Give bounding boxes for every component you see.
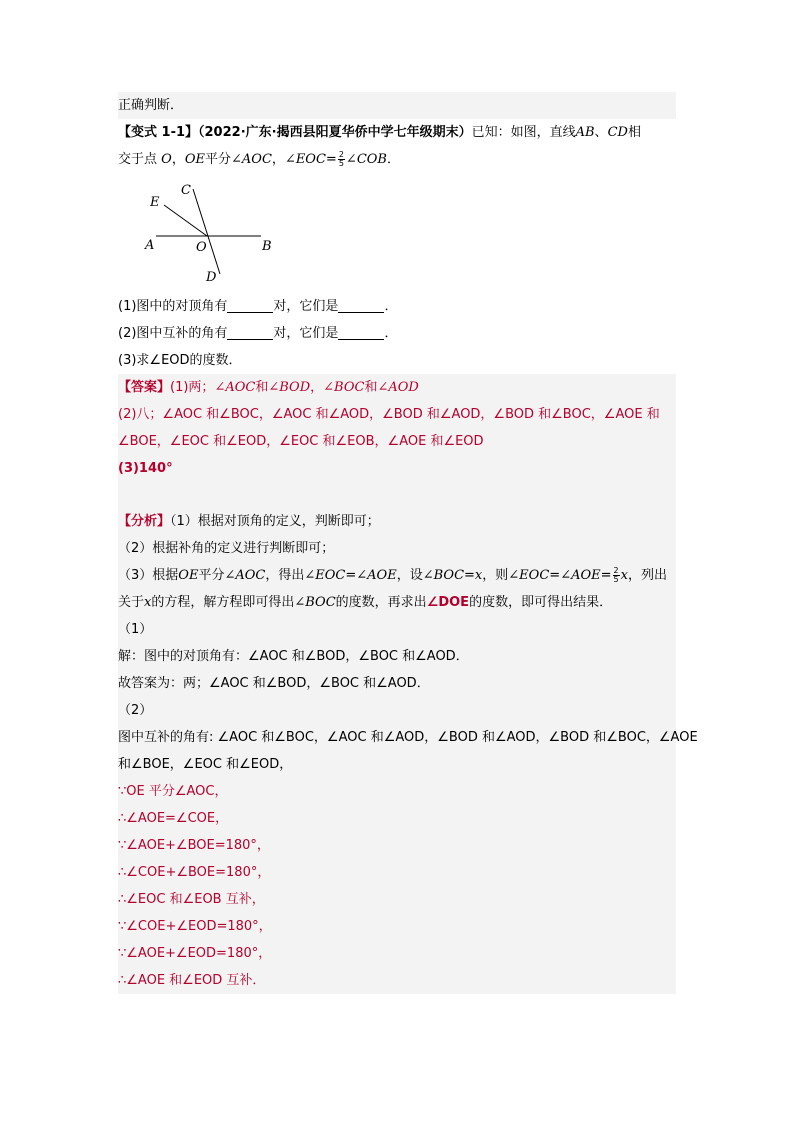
problem-source: （2022·广东·揭西县阳夏华侨中学七年级期末） — [198, 125, 472, 140]
solution-line: 故答案为：两；∠AOC 和∠BOD，∠BOC 和∠AOD． — [118, 676, 430, 691]
solution-line: ∵∠AOE+∠EOD=180°， — [118, 946, 272, 961]
solution-line: ∴∠EOC 和∠EOB 互补， — [118, 892, 265, 907]
analysis-line-1: 【分析】（1）根据对顶角的定义，判断即可； — [118, 514, 380, 529]
answer-blank — [227, 325, 273, 340]
answer-line-2: (2)八；∠AOC 和∠BOC，∠AOC 和∠AOD，∠BOD 和∠AOD，∠BOD 和∠BOC，∠AOE 和 — [118, 407, 660, 422]
question-1: (1)图中的对顶角有 对，它们是 ． — [118, 299, 398, 314]
problem-line-2: 交于点 O，OE平分∠AOC，∠EOC= $\frac{2}{5}$ ∠COB． — [118, 150, 400, 168]
answer-line-4: (3)140° — [118, 461, 173, 476]
label-c: C — [181, 183, 191, 198]
answer-line-3: ∠BOE，∠EOC 和∠EOD，∠EOC 和∠EOB，∠AOE 和∠EOD — [118, 434, 484, 449]
analysis-line-2: （2）根据补角的定义进行判断即可； — [118, 541, 335, 556]
ray-oe — [164, 205, 207, 236]
solution-line: ∴∠AOE 和∠EOD 互补． — [118, 973, 266, 988]
solution-line: ∴∠COE+∠BOE=180°， — [118, 865, 271, 880]
answer-blank — [338, 298, 384, 313]
fraction-two-fifths: $\frac{2}{5}$ — [338, 150, 344, 168]
label-b: B — [262, 239, 272, 254]
solution-line: ∵OE 平分∠AOC， — [118, 784, 228, 799]
analysis-block — [118, 508, 676, 616]
problem-line-1: 【变式 1-1】（2022·广东·揭西县阳夏华侨中学七年级期末）已知：如图，直线AB、CD相 — [118, 125, 641, 140]
label-e: E — [150, 195, 160, 210]
geometry-figure — [130, 177, 280, 287]
answer-block — [118, 374, 676, 508]
question-2: (2)图中互补的角有 对，它们是 ． — [118, 326, 398, 341]
solution-block — [118, 616, 698, 994]
solution-line: ∴∠AOE=∠COE， — [118, 811, 229, 826]
label-d: D — [206, 270, 217, 285]
label-o: O — [196, 240, 207, 255]
solution-line: （2） — [118, 703, 153, 718]
answer-blank — [227, 298, 273, 313]
document-page — [118, 92, 698, 994]
analysis-line-3: （3）根据OE平分∠AOC，得出∠EOC=∠AOE，设∠BOC=x，则∠EOC=∠AOE= $\frac{2}{5}$ x，列出 — [118, 566, 667, 584]
analysis-tag: 【分析】 — [118, 514, 171, 529]
answer-blank — [338, 325, 384, 340]
fraction-two-fifths: $\frac{2}{5}$ — [613, 566, 619, 584]
problem-tag: 【变式 1-1】 — [118, 125, 199, 140]
solution-line: 解：图中的对顶角有：∠AOC 和∠BOD，∠BOC 和∠AOD． — [118, 649, 469, 664]
solution-line: 和∠BOE，∠EOC 和∠EOD， — [118, 757, 293, 772]
solution-line: （1） — [118, 622, 153, 637]
question-3: (3)求∠EOD的度数． — [118, 353, 242, 368]
answer-line-1: 【答案】(1)两；∠AOC和∠BOD，∠BOC和∠AOD — [118, 380, 419, 395]
answer-tag: 【答案】 — [118, 380, 171, 395]
solution-line: ∵∠AOE+∠BOE=180°， — [118, 838, 270, 853]
line-cd — [193, 189, 220, 274]
solution-line: ∵∠COE+∠EOD=180°， — [118, 919, 272, 934]
label-a: A — [145, 238, 155, 253]
intro-line: 正确判断． — [118, 92, 676, 119]
solution-line: 图中互补的角有: ∠AOC 和∠BOC，∠AOC 和∠AOD，∠BOD 和∠AOD，∠BOD 和∠BOC，∠AOE — [118, 730, 698, 745]
analysis-line-4: 关于x的方程，解方程即可得出∠BOC的度数，再求出∠DOE的度数，即可得出结果． — [118, 595, 613, 610]
